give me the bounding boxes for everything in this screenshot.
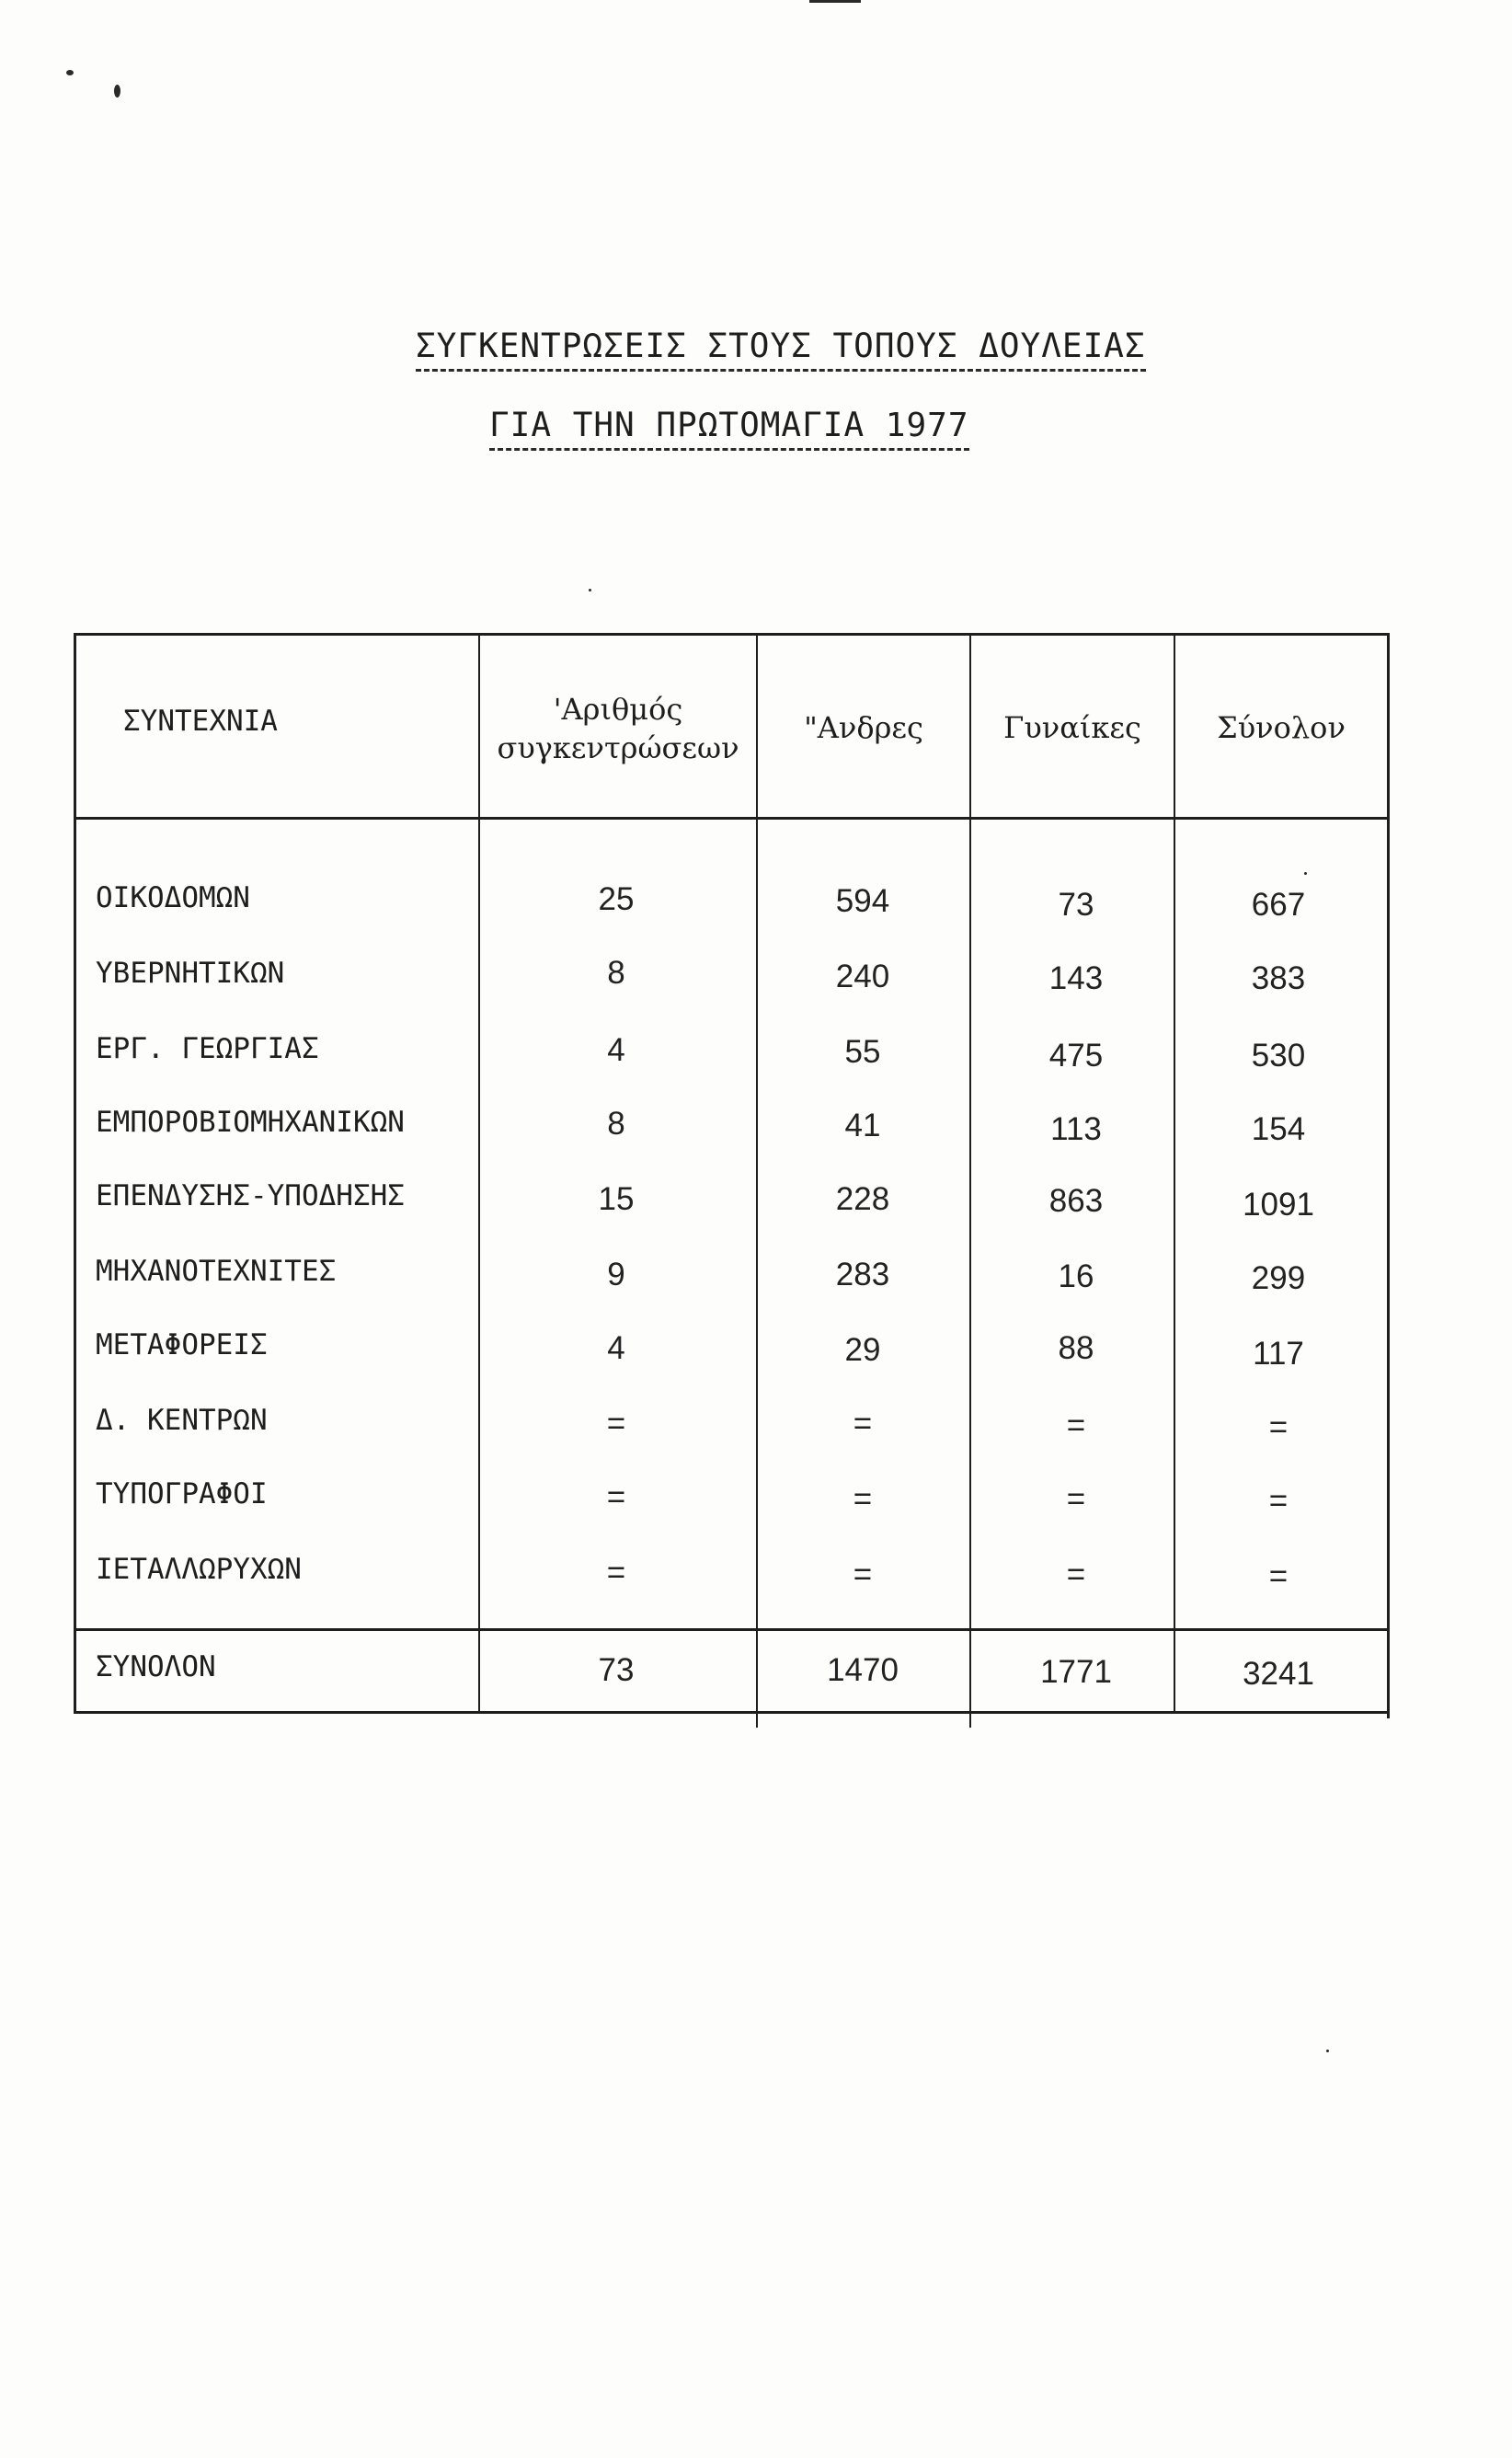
row-union: ΕΜΠΟΡΟΒΙΟΜΗΧΑΝΙΚΩΝ (96, 1106, 405, 1139)
header-separator (74, 817, 1389, 820)
row-women: 113 (1050, 1111, 1102, 1147)
row-men: 29 (844, 1332, 881, 1368)
row-union: Δ. ΚΕΝΤΡΩΝ (96, 1404, 268, 1437)
row-men: = (853, 1481, 873, 1517)
scan-speck (114, 85, 120, 98)
row-count: 4 (607, 1032, 625, 1068)
total-count: 73 (598, 1652, 635, 1688)
row-union: ΤΥΠΟΓΡΑΦΟΙ (96, 1477, 268, 1510)
row-women: 863 (1048, 1183, 1104, 1219)
column-separator (1174, 633, 1175, 1714)
header-count (482, 690, 754, 767)
row-men: 228 (835, 1181, 890, 1217)
scan-speck (809, 0, 861, 3)
row-count: 8 (607, 1106, 625, 1142)
row-count: 4 (607, 1330, 625, 1366)
row-men: 41 (844, 1108, 881, 1143)
header-count-line2: συγκεντρώσεων (497, 730, 739, 765)
header-men: "Ανδρες (804, 710, 923, 745)
row-men: = (853, 1406, 873, 1441)
table-border-right (1387, 633, 1390, 1718)
row-count: = (606, 1555, 626, 1591)
total-total: 3241 (1243, 1656, 1314, 1692)
row-count: 9 (607, 1257, 625, 1292)
table-border-left (74, 633, 76, 1711)
scan-speck (66, 70, 74, 75)
row-total: 1091 (1243, 1187, 1314, 1223)
header-total: Σύνολον (1217, 710, 1346, 745)
header-union: ΣΥΝΤΕΧΝΙΑ (123, 705, 278, 738)
row-union: ΕΠΕΝΔΥΣΗΣ-ΥΠΟΔΗΣΗΣ (96, 1179, 405, 1212)
row-women: 475 (1048, 1038, 1104, 1074)
total-separator (74, 1628, 1389, 1631)
total-men: 1470 (827, 1652, 899, 1688)
column-separator (969, 633, 971, 1728)
header-count-line1: 'Αριθμός (553, 692, 683, 727)
row-union: ΜΕΤΑΦΟΡΕΙΣ (96, 1328, 268, 1361)
table-border-bottom (74, 1711, 1389, 1714)
row-total: = (1268, 1558, 1289, 1594)
row-women: 88 (1058, 1330, 1094, 1366)
row-total: 299 (1251, 1260, 1306, 1296)
row-count: = (606, 1406, 626, 1441)
row-count: = (606, 1479, 626, 1515)
row-women: = (1066, 1556, 1086, 1592)
row-men: 283 (835, 1257, 890, 1292)
row-women: = (1066, 1407, 1086, 1443)
row-total: = (1268, 1483, 1289, 1519)
row-women: = (1066, 1481, 1086, 1517)
total-women: 1771 (1040, 1654, 1112, 1690)
total-label: ΣΥΝΟΛΟΝ (96, 1650, 216, 1683)
row-total: = (1268, 1409, 1289, 1445)
row-total: 530 (1251, 1038, 1306, 1074)
document-title (416, 327, 1146, 365)
table-border-top (74, 633, 1389, 636)
row-women: 16 (1058, 1258, 1094, 1294)
row-union: ΜΗΧΑΝΟΤΕΧΝΙΤΕΣ (96, 1255, 337, 1288)
row-union: ΥΒΕΡΝΗΤΙΚΩΝ (96, 957, 285, 990)
row-total: 117 (1253, 1336, 1304, 1372)
row-count: 8 (607, 955, 625, 991)
row-count: 25 (598, 881, 635, 917)
scan-speck (1326, 2050, 1329, 2052)
header-women: Γυναίκες (1003, 710, 1141, 745)
row-total: 667 (1251, 887, 1306, 923)
row-men: 55 (844, 1034, 881, 1070)
statistics-table (74, 633, 1389, 1718)
row-men: = (853, 1556, 873, 1592)
row-total: 383 (1251, 960, 1306, 996)
column-separator (478, 633, 480, 1714)
row-count: 15 (598, 1181, 635, 1217)
row-men: 240 (835, 959, 890, 994)
row-total: 154 (1251, 1111, 1306, 1147)
row-men: 594 (835, 883, 890, 919)
row-union: ΙΕΤΑΛΛΩΡΥΧΩΝ (96, 1553, 302, 1586)
row-women: 73 (1058, 887, 1094, 923)
row-women: 143 (1048, 960, 1104, 996)
row-union: ΟΙΚΟΔΟΜΩΝ (96, 881, 250, 914)
document-subtitle-text: ΓΙΑ ΤΗΝ ΠΡΩΤΟΜΑΓΙΑ 1977 (489, 407, 969, 451)
scan-speck (589, 589, 591, 592)
row-union: ΕΡΓ. ΓΕΩΡΓΙΑΣ (96, 1032, 319, 1065)
document-subtitle (489, 407, 1041, 444)
document-title-text: ΣΥΓΚΕΝΤΡΩΣΕΙΣ ΣΤΟΥΣ ΤΟΠΟΥΣ ΔΟΥΛΕΙΑΣ (416, 327, 1146, 372)
column-separator (756, 633, 758, 1728)
